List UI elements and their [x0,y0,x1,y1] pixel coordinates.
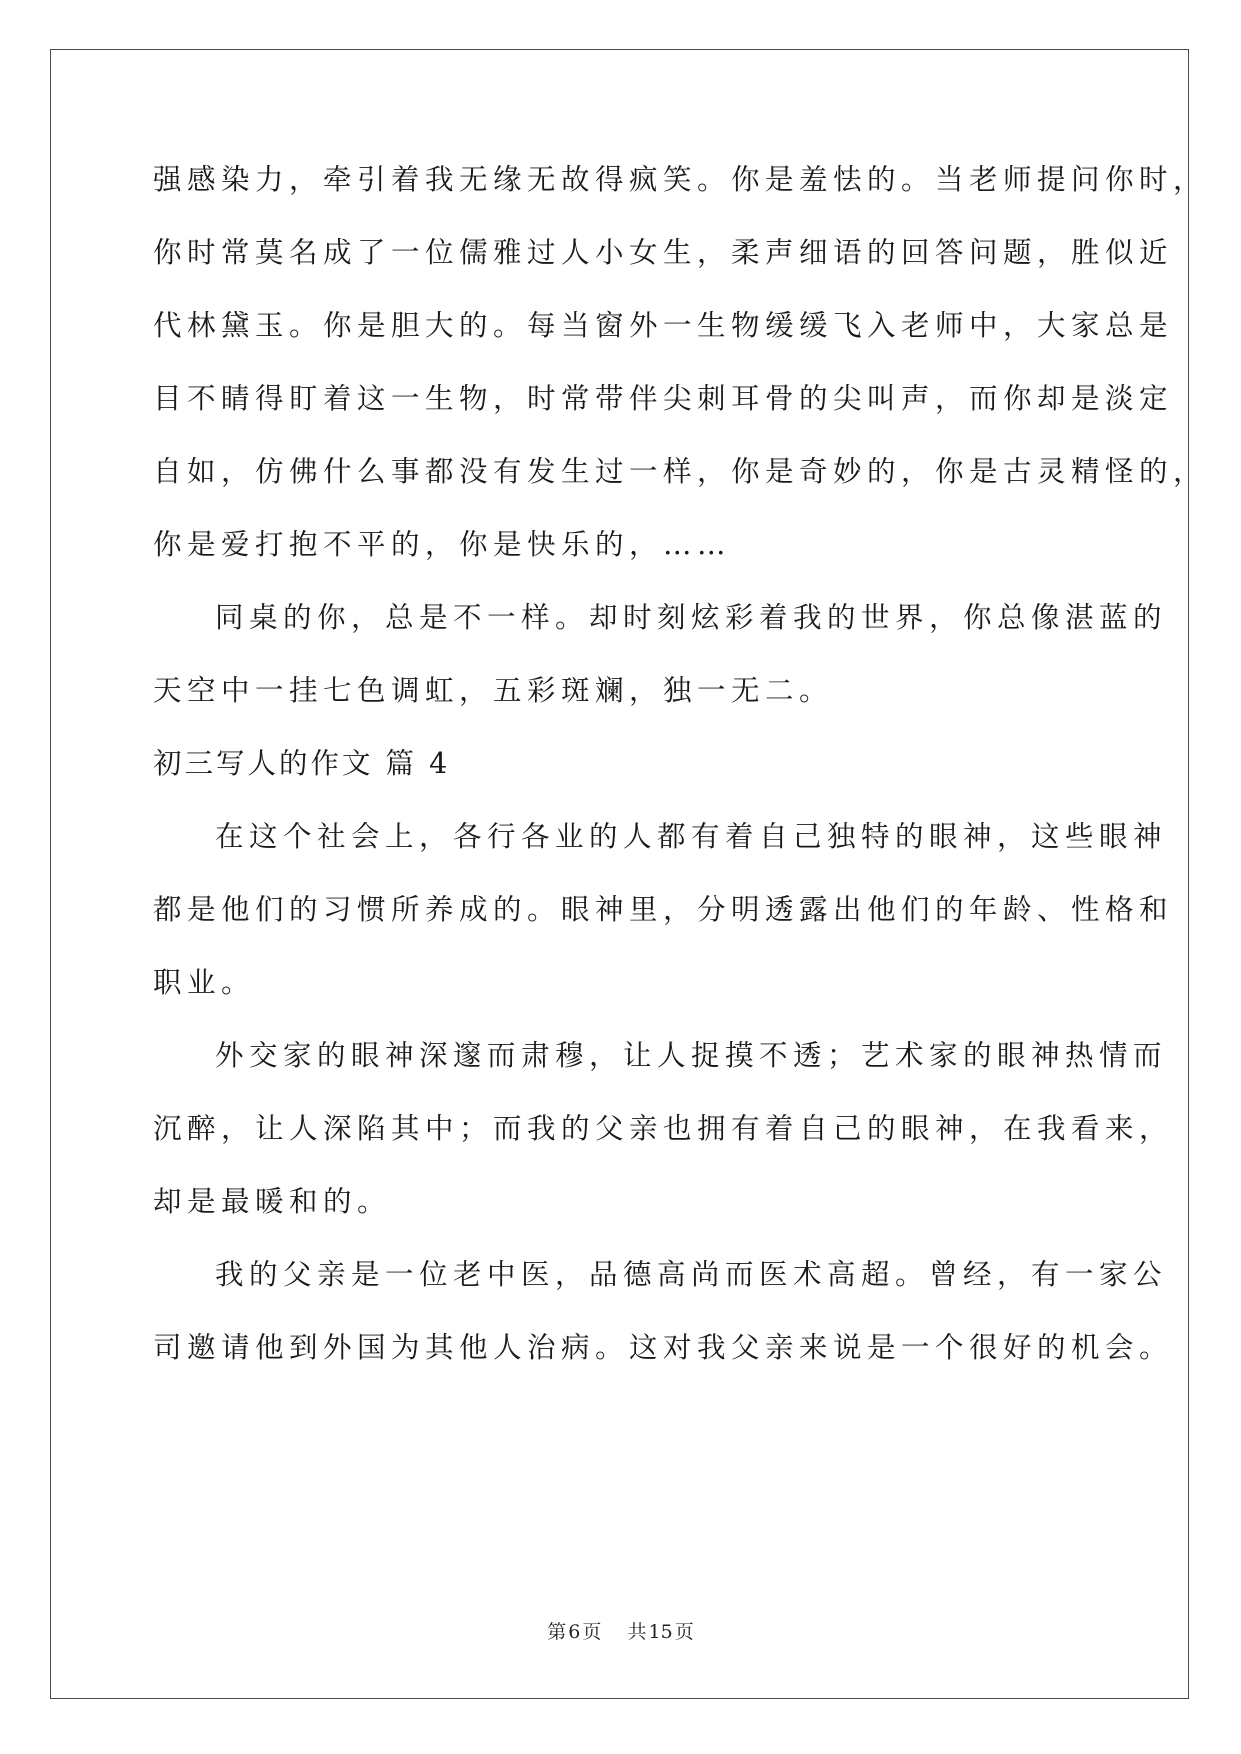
text-line: 都是他们的习惯所养成的。眼神里，分明透露出他们的年龄、性格和 [153,893,1174,926]
text-line: 目不睛得盯着这一生物，时常带伴尖刺耳骨的尖叫声，而你却是淡定 [153,382,1174,415]
total-pages-number: 15 [648,1621,673,1643]
page-label-prefix: 第 [547,1621,567,1643]
text-line: 却是最暖和的。 [153,1185,392,1218]
total-label-suffix: 页 [674,1621,694,1643]
text-line: 我的父亲是一位老中医，品德高尚而医术高超。曾经，有一家公 [215,1258,1168,1291]
text-line: 天空中一挂七色调虹，五彩斑斓，独一无二。 [153,674,834,707]
text-line: 司邀请他到外国为其他人治病。这对我父亲来说是一个很好的机会。 [153,1331,1174,1364]
page-footer [0,1617,1241,1644]
text-line: 在这个社会上，各行各业的人都有着自己独特的眼神，这些眼神 [215,820,1168,853]
text-line: 职业。 [153,966,256,999]
text-line: 你时常莫名成了一位儒雅过人小女生，柔声细语的回答问题，胜似近 [153,236,1174,269]
page-label-suffix: 页 [582,1621,602,1643]
text-line: 同桌的你，总是不一样。却时刻炫彩着我的世界，你总像湛蓝的 [215,601,1168,634]
text-line: 代林黛玉。你是胆大的。每当窗外一生物缓缓飞入老师中，大家总是 [153,309,1174,342]
text-line: 外交家的眼神深邃而肃穆，让人捉摸不透；艺术家的眼神热情而 [215,1039,1168,1072]
text-line: 你是爱打抱不平的，你是快乐的，…… [153,528,732,561]
text-line: 强感染力，牵引着我无缘无故得疯笑。你是羞怯的。当老师提问你时， [153,163,1208,196]
text-line: 沉醉，让人深陷其中；而我的父亲也拥有着自己的眼神，在我看来， [153,1112,1174,1145]
total-label-prefix: 共 [627,1621,647,1643]
current-page-number: 6 [568,1621,581,1643]
page-border [50,49,1189,1699]
section-heading: 初三写人的作文 篇 4 [153,747,451,780]
text-line: 自如，仿佛什么事都没有发生过一样，你是奇妙的，你是古灵精怪的， [153,455,1208,488]
